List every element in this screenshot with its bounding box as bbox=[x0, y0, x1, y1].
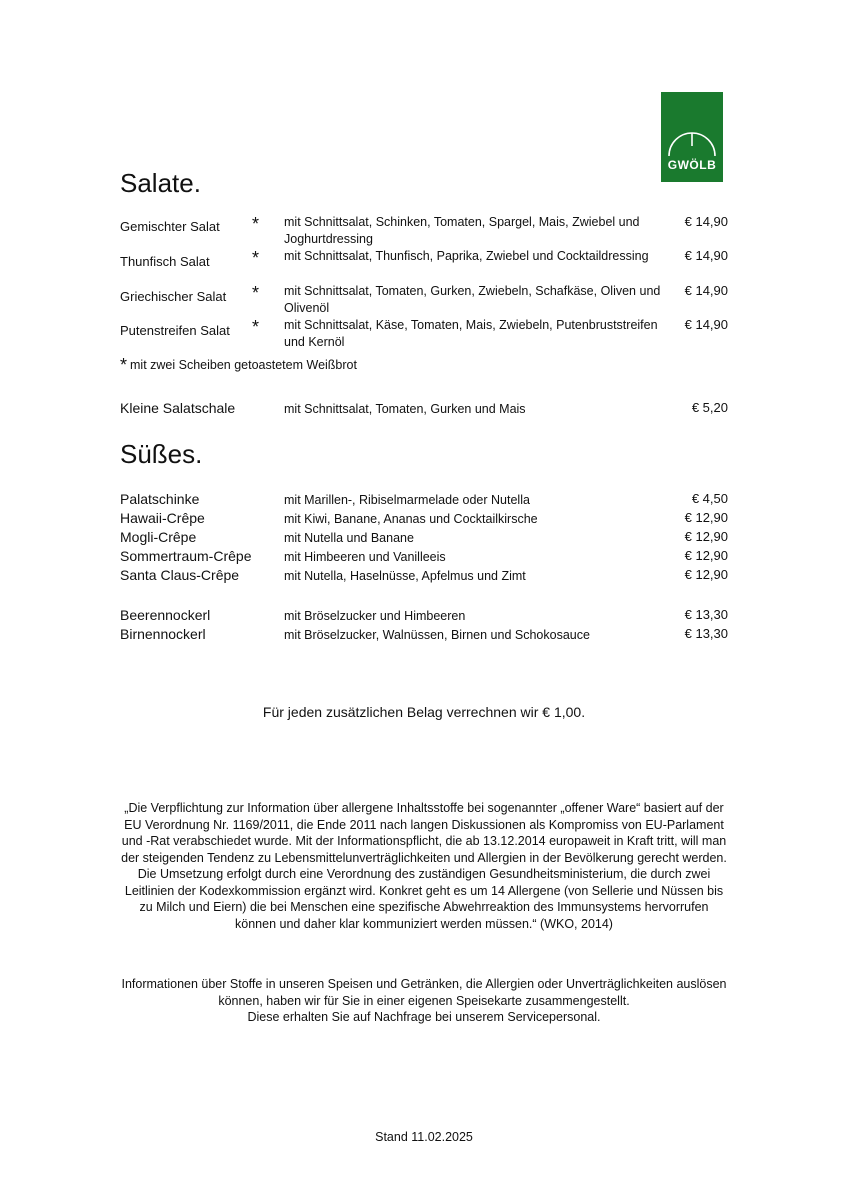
item-name: Hawaii-Crêpe bbox=[120, 510, 205, 526]
item-price: € 12,90 bbox=[684, 529, 728, 544]
item-name: Gemischter Salat bbox=[120, 219, 220, 234]
item-price: € 4,50 bbox=[691, 491, 728, 506]
item-desc: mit Himbeeren und Vanilleeis bbox=[284, 550, 446, 564]
item-desc: mit Bröselzucker und Himbeeren bbox=[284, 609, 466, 623]
item-desc: mit Nutella und Banane bbox=[284, 531, 414, 545]
item-price: € 12,90 bbox=[684, 567, 728, 582]
item-desc: mit Schnittsalat, Käse, Tomaten, Mais, Zwiebeln, Putenbruststreifen und Kernöl bbox=[284, 318, 658, 349]
allergen-quote: „Die Verpflichtung zur Information über allergene Inhaltsstoffe bei sogenannter „offener Ware“ basiert auf der EU Verordnung Nr. 1169/2011, die Ende 2011 nach langen Diskussionen als Kompromiss von EU-Parlament und -Rat verabschiedet wurde. Mit der Informationspflicht, die ab 13.12.2014 europaweit in Kraft tritt, will man der steigenden Tendenz zu Lebensmittelunverträglichkeiten und Allergien in der Bevölkerung gerecht werden. Die Umsetzung erfolgt durch eine Verordnung des zuständigen Gesundheitsministerium, die durch zwei Leitlinien der Kodexkommission ergänzt wird. Konkret geht es um 14 Allergene (von Sellerie und Nüssen bis zu Milch und Eiern) die bei Menschen eine spezifische Abwehrreaktion des Immunsystems hervorrufen können und daher klar kommuniziert werden müssen.“ (WKO, 2014) bbox=[121, 801, 727, 931]
salad-footnote bbox=[120, 355, 357, 376]
item-name: Palatschinke bbox=[120, 491, 200, 507]
item-name: Mogli-Crêpe bbox=[120, 529, 197, 545]
item-price: € 12,90 bbox=[684, 510, 728, 525]
logo-text: GWÖLB bbox=[667, 158, 717, 172]
info-paragraph: Diese erhalten Sie auf Nachfrage bei unserem Servicepersonal. bbox=[247, 1010, 601, 1024]
item-price: € 12,90 bbox=[684, 548, 728, 563]
stand-date: Stand 11.02.2025 bbox=[375, 1130, 473, 1144]
item-name: Thunfisch Salat bbox=[120, 254, 210, 269]
item-price: € 14,90 bbox=[684, 283, 728, 298]
item-desc: mit Schnittsalat, Schinken, Tomaten, Spargel, Mais, Zwiebel und Joghurtdressing bbox=[284, 215, 640, 246]
item-star: * bbox=[252, 317, 260, 337]
item-name: Beerennockerl bbox=[120, 607, 211, 623]
item-name: Kleine Salatschale bbox=[120, 400, 236, 416]
item-price: € 13,30 bbox=[684, 626, 728, 641]
item-name: Griechischer Salat bbox=[120, 289, 227, 304]
item-star: * bbox=[252, 248, 260, 268]
item-desc: mit Schnittsalat, Tomaten, Gurken, Zwiebeln, Schafkäse, Oliven und Olivenöl bbox=[284, 284, 661, 315]
item-name: Sommertraum-Crêpe bbox=[120, 548, 252, 564]
item-name: Santa Claus-Crêpe bbox=[120, 567, 240, 583]
item-desc: mit Marillen-, Ribiselmarmelade oder Nutella bbox=[284, 493, 530, 507]
item-star: * bbox=[252, 283, 260, 303]
extra-topping-note: Für jeden zusätzlichen Belag verrechnen wir € 1,00. bbox=[262, 704, 586, 720]
info-paragraph: Informationen über Stoffe in unseren Speisen und Getränken, die Allergien oder Unverträglichkeiten auslösen können, haben wir für Sie in einer eigenen Speisekarte zusammengestellt. bbox=[121, 977, 727, 1008]
item-name: Putenstreifen Salat bbox=[120, 323, 230, 338]
sweets-heading: Süßes. bbox=[120, 439, 203, 469]
item-name: Birnennockerl bbox=[120, 626, 206, 642]
footnote-text: mit zwei Scheiben getoastetem Weißbrot bbox=[130, 358, 357, 372]
item-price: € 14,90 bbox=[684, 214, 728, 229]
footnote-star: * bbox=[120, 355, 128, 375]
item-price: € 14,90 bbox=[684, 248, 728, 263]
allergen-info bbox=[118, 976, 730, 1026]
restaurant-logo bbox=[661, 92, 723, 182]
item-desc: mit Kiwi, Banane, Ananas und Cocktailkirsche bbox=[284, 512, 538, 526]
item-desc: mit Bröselzucker, Walnüssen, Birnen und Schokosauce bbox=[284, 628, 590, 642]
item-desc: mit Schnittsalat, Tomaten, Gurken und Mais bbox=[284, 402, 526, 416]
item-price: € 14,90 bbox=[684, 317, 728, 332]
item-desc: mit Schnittsalat, Thunfisch, Paprika, Zwiebel und Cocktaildressing bbox=[284, 249, 649, 263]
item-price: € 13,30 bbox=[684, 607, 728, 622]
item-desc: mit Nutella, Haselnüsse, Apfelmus und Zimt bbox=[284, 569, 526, 583]
salads-heading: Salate. bbox=[120, 168, 201, 198]
item-price: € 5,20 bbox=[691, 400, 728, 415]
item-star: * bbox=[252, 214, 260, 234]
